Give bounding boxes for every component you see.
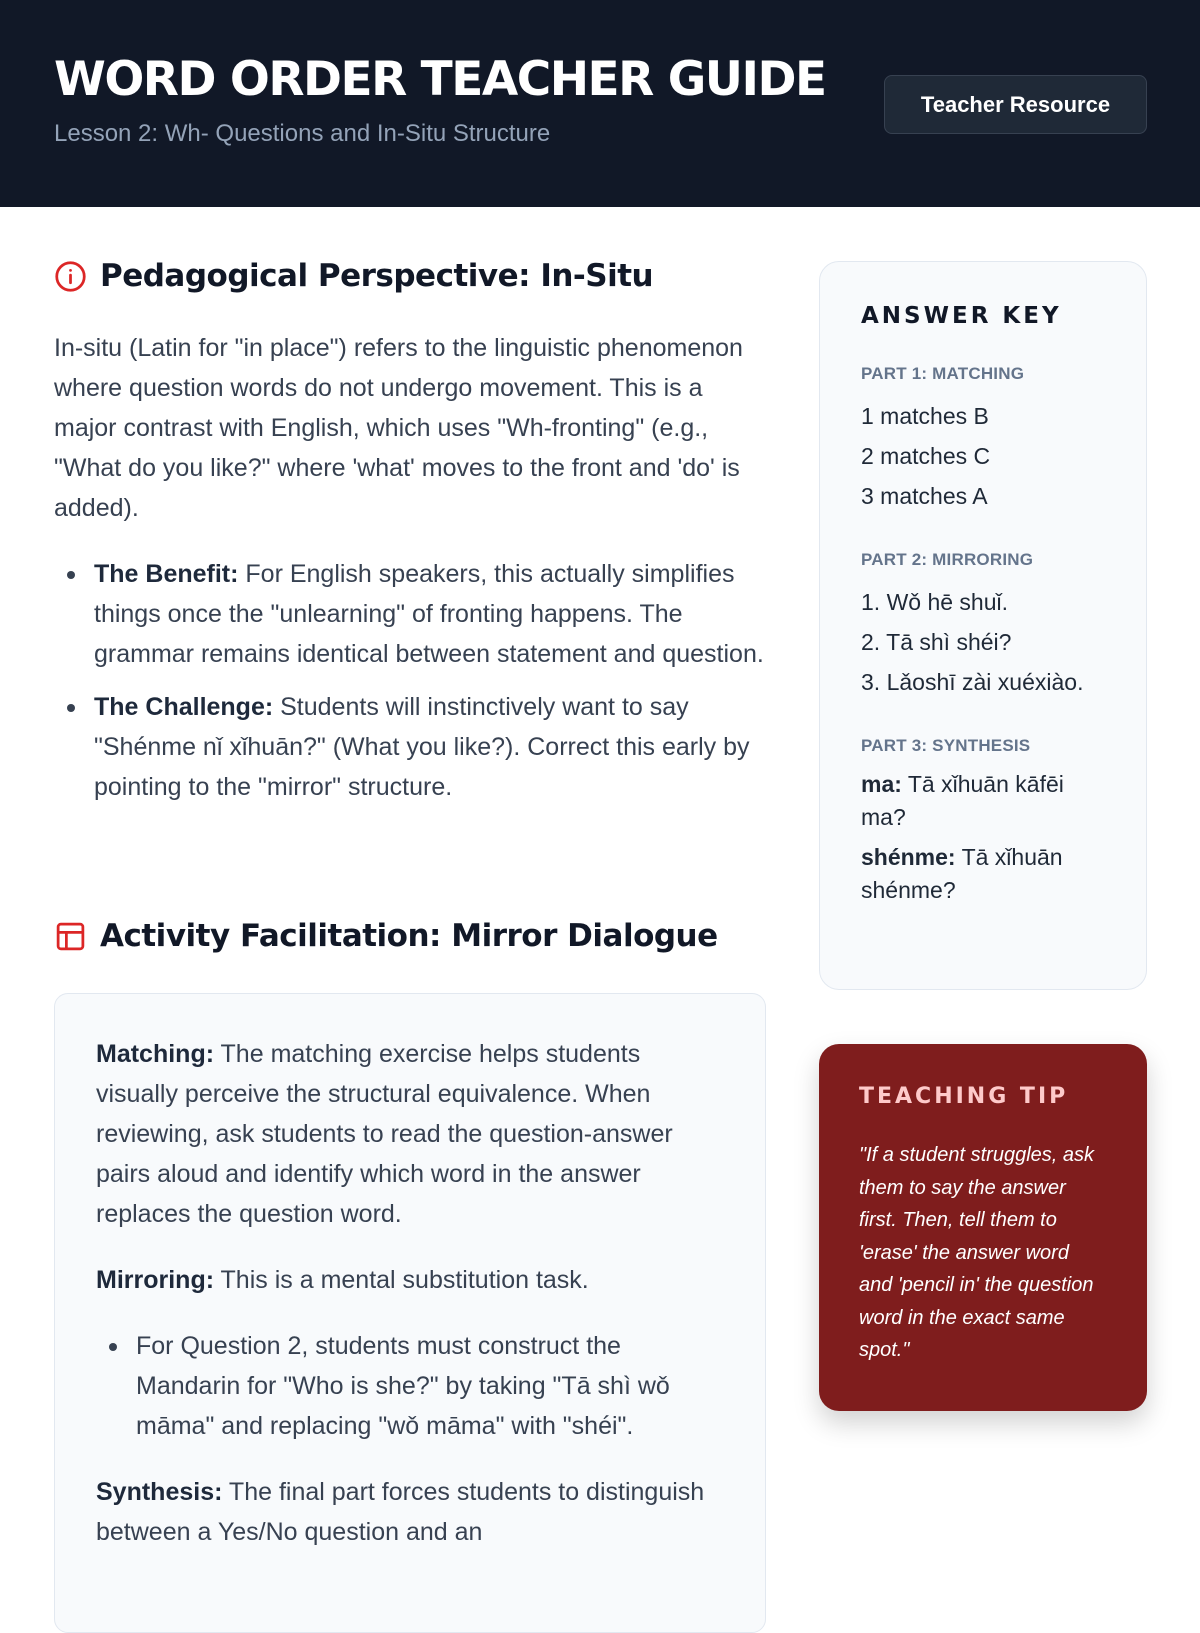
shenme-label: shénme: <box>861 844 956 870</box>
part2-answers <box>861 582 1105 702</box>
perspective-title: Pedagogical Perspective: In-Situ <box>100 258 654 294</box>
perspective-heading <box>54 258 766 294</box>
answer-line: 1. Wǒ hē shuǐ. <box>861 589 1009 615</box>
answer-line: 2 matches C <box>861 443 991 469</box>
benefit-label: The Benefit: <box>94 560 239 588</box>
activity-title: Activity Facilitation: Mirror Dialogue <box>100 918 718 954</box>
teaching-tip-card <box>819 1044 1147 1411</box>
answer-key-card <box>819 261 1147 990</box>
answer-line <box>861 841 1105 907</box>
answer-line <box>861 768 1105 834</box>
info-icon <box>54 260 87 293</box>
answer-line: 3 matches A <box>861 483 988 509</box>
perspective-intro: In-situ (Latin for "in place") refers to the linguistic phenomenon where question words do not undergo movement. This is a major contrast with English, which uses "Wh-fronting" (e.g., "What do you like?" where 'what' moves to the front and 'do' is added). <box>54 334 743 522</box>
page-title: WORD ORDER TEACHER GUIDE <box>54 52 826 107</box>
layout-icon <box>54 920 87 953</box>
synthesis-label: Synthesis: <box>96 1478 223 1506</box>
mirroring-bullets <box>96 1326 725 1446</box>
matching-label: Matching: <box>96 1040 215 1068</box>
part3-label: PART 3: SYNTHESIS <box>861 736 1031 755</box>
part1-answers <box>861 396 1105 516</box>
answer-line: 3. Lǎoshī zài xuéxiào. <box>861 669 1084 695</box>
matching-text: The matching exercise helps students visually perceive the structural equivalence. When reviewing, ask students to read the question-answer pairs aloud and identify which word in the answer replaces the question word. <box>96 1040 673 1228</box>
benefit-text: For English speakers, this actually simplifies things once the "unlearning" of fronting happens. The grammar remains identical between statement and question. <box>94 560 764 668</box>
ma-label: ma: <box>861 771 902 797</box>
part3-answers <box>861 768 1105 907</box>
challenge-bullet <box>94 687 766 807</box>
part1-label: PART 1: MATCHING <box>861 364 1025 383</box>
perspective-bullets <box>54 554 766 807</box>
shenme-answer: Tā xǐhuān shénme? <box>861 844 1063 903</box>
teacher-resource-badge: Teacher Resource <box>884 75 1147 134</box>
challenge-text: Students will instinctively want to say "Shénme nǐ xǐhuān?" (What you like?). Correct this early by pointing to the "mirror" structure. <box>94 693 750 801</box>
page-subtitle: Lesson 2: Wh- Questions and In-Situ Structure <box>54 120 551 147</box>
page-header <box>0 0 1200 207</box>
answer-key-title: ANSWER KEY <box>861 303 1062 329</box>
ma-answer: Tā xǐhuān kāfēi ma? <box>861 771 1064 830</box>
teaching-tip-title: TEACHING TIP <box>859 1084 1069 1109</box>
mirroring-bullet: For Question 2, students must construct the Mandarin for "Who is she?" by taking "Tā shì wǒ māma" and replacing "wǒ māma" with "shéi". <box>136 1326 725 1446</box>
mirroring-label: Mirroring: <box>96 1266 215 1294</box>
matching-paragraph <box>96 1034 725 1234</box>
activity-heading <box>54 918 766 954</box>
teaching-tip-text: "If a student struggles, ask them to say the answer first. Then, tell them to 'erase' the answer word and 'pencil in' the question word in the exact same spot." <box>859 1144 1094 1361</box>
synthesis-text: The final part forces students to distinguish between a Yes/No question and an <box>96 1478 705 1546</box>
answer-line: 2. Tā shì shéi? <box>861 629 1012 655</box>
part2-label: PART 2: MIRRORING <box>861 550 1034 569</box>
synthesis-paragraph <box>96 1472 725 1552</box>
benefit-bullet <box>94 554 766 674</box>
mirroring-paragraph <box>96 1260 725 1300</box>
challenge-label: The Challenge: <box>94 693 274 721</box>
activity-box <box>54 993 766 1633</box>
activity-heading-row <box>54 918 766 954</box>
perspective-section <box>54 258 766 807</box>
answer-line: 1 matches B <box>861 403 989 429</box>
mirroring-text: This is a mental substitution task. <box>214 1266 589 1294</box>
